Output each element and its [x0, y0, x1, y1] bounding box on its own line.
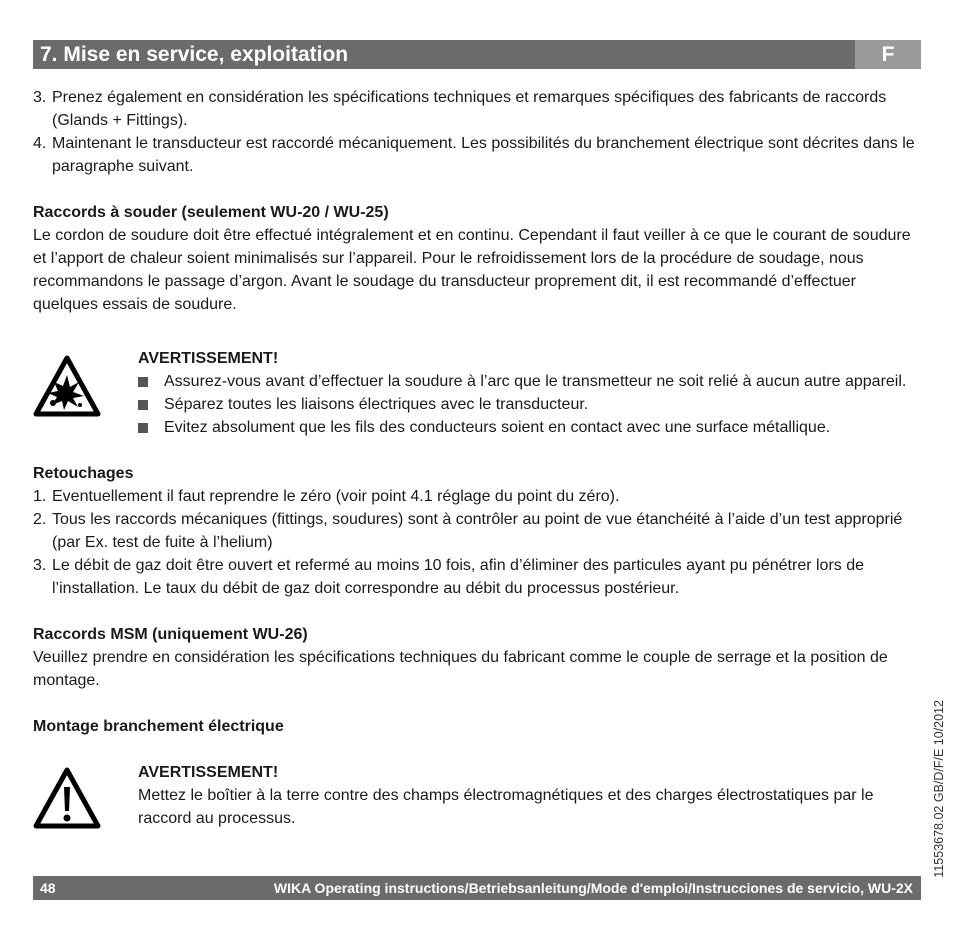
- warning-title: AVERTISSEMENT!: [138, 764, 279, 781]
- side-code-text: 11553678.02 GB/D/F/E 10/2012: [932, 700, 946, 878]
- list-item: 4. Maintenant le transducteur est raccordé mécaniquement. Les possibilités du branchement électrique sont décrites dans le paragraphe suivant.: [33, 135, 915, 175]
- page-number: 48: [40, 880, 56, 896]
- warning-body: Mettez le boîtier à la terre contre des champs électromagnétiques et des charges électrostatiques par le raccord au processus.: [138, 787, 874, 827]
- warning-title: AVERTISSEMENT!: [138, 350, 279, 367]
- list-item: Assurez-vous avant d’effectuer la soudure à l’arc que le transmetteur ne soit relié à aucun autre appareil.: [138, 370, 918, 393]
- welding-body: Le cordon de soudure doit être effectué intégralement et en continu. Cependant il faut veiller à ce que le courant de soudure et l’apport de chaleur soient minimalisés sur l’appareil. Pour le refroidissement lors de la procédure de soudage, nous recommandons le passage d’argon. Avant le soudage du transducteur proprement dit, il est recommandé d’effectuer quelques essais de soudure.: [33, 227, 911, 313]
- language-tab: F: [855, 40, 921, 69]
- warning-block-welding: [33, 347, 918, 439]
- document-title: WIKA Operating instructions/Betriebsanleitung/Mode d'emploi/Instrucciones de servicio, WU-2X: [273, 880, 913, 896]
- msm-body: Veuillez prendre en considération les spécifications techniques du fabricant comme le couple de serrage et la position de montage.: [33, 649, 888, 689]
- warning-block-electrical: [33, 761, 918, 830]
- list-item: Séparez toutes les liaisons électriques avec le transducteur.: [138, 393, 918, 416]
- list-item: Evitez absolument que les fils des conducteurs soient en contact avec une surface métallique.: [138, 416, 918, 439]
- list-item: 1. Eventuellement il faut reprendre le zéro (voir point 4.1 réglage du point du zéro).: [33, 488, 620, 505]
- heading-msm: Raccords MSM (uniquement WU-26): [33, 626, 308, 643]
- heading-electrical: Montage branchement électrique: [33, 718, 284, 735]
- explosion-warning-icon: [33, 355, 101, 417]
- heading-welding: Raccords à souder (seulement WU-20 / WU-25): [33, 204, 389, 221]
- page-content: [33, 86, 918, 830]
- heading-retouchages: Retouchages: [33, 465, 134, 482]
- section-title: 7. Mise en service, exploitation: [40, 43, 349, 66]
- list-item: 3. Prenez également en considération les spécifications techniques et remarques spécifiques des fabricants de raccords (Glands + Fittings).: [33, 89, 887, 129]
- list-item: 3. Le débit de gaz doit être ouvert et refermé au moins 10 fois, afin d’éliminer des particules ayant pu pénétrer lors de l’installation. Le taux du débit de gaz doit correspondre au débit du processus postérieur.: [33, 557, 865, 597]
- list-item: 2. Tous les raccords mécaniques (fittings, soudures) sont à contrôler au point de vue étanchéité à l’aide d’un test approprié (par Ex. test de fuite à l’helium): [33, 511, 903, 551]
- section-header: [33, 40, 921, 69]
- page-footer: [33, 876, 921, 900]
- exclamation-warning-icon: [33, 767, 101, 829]
